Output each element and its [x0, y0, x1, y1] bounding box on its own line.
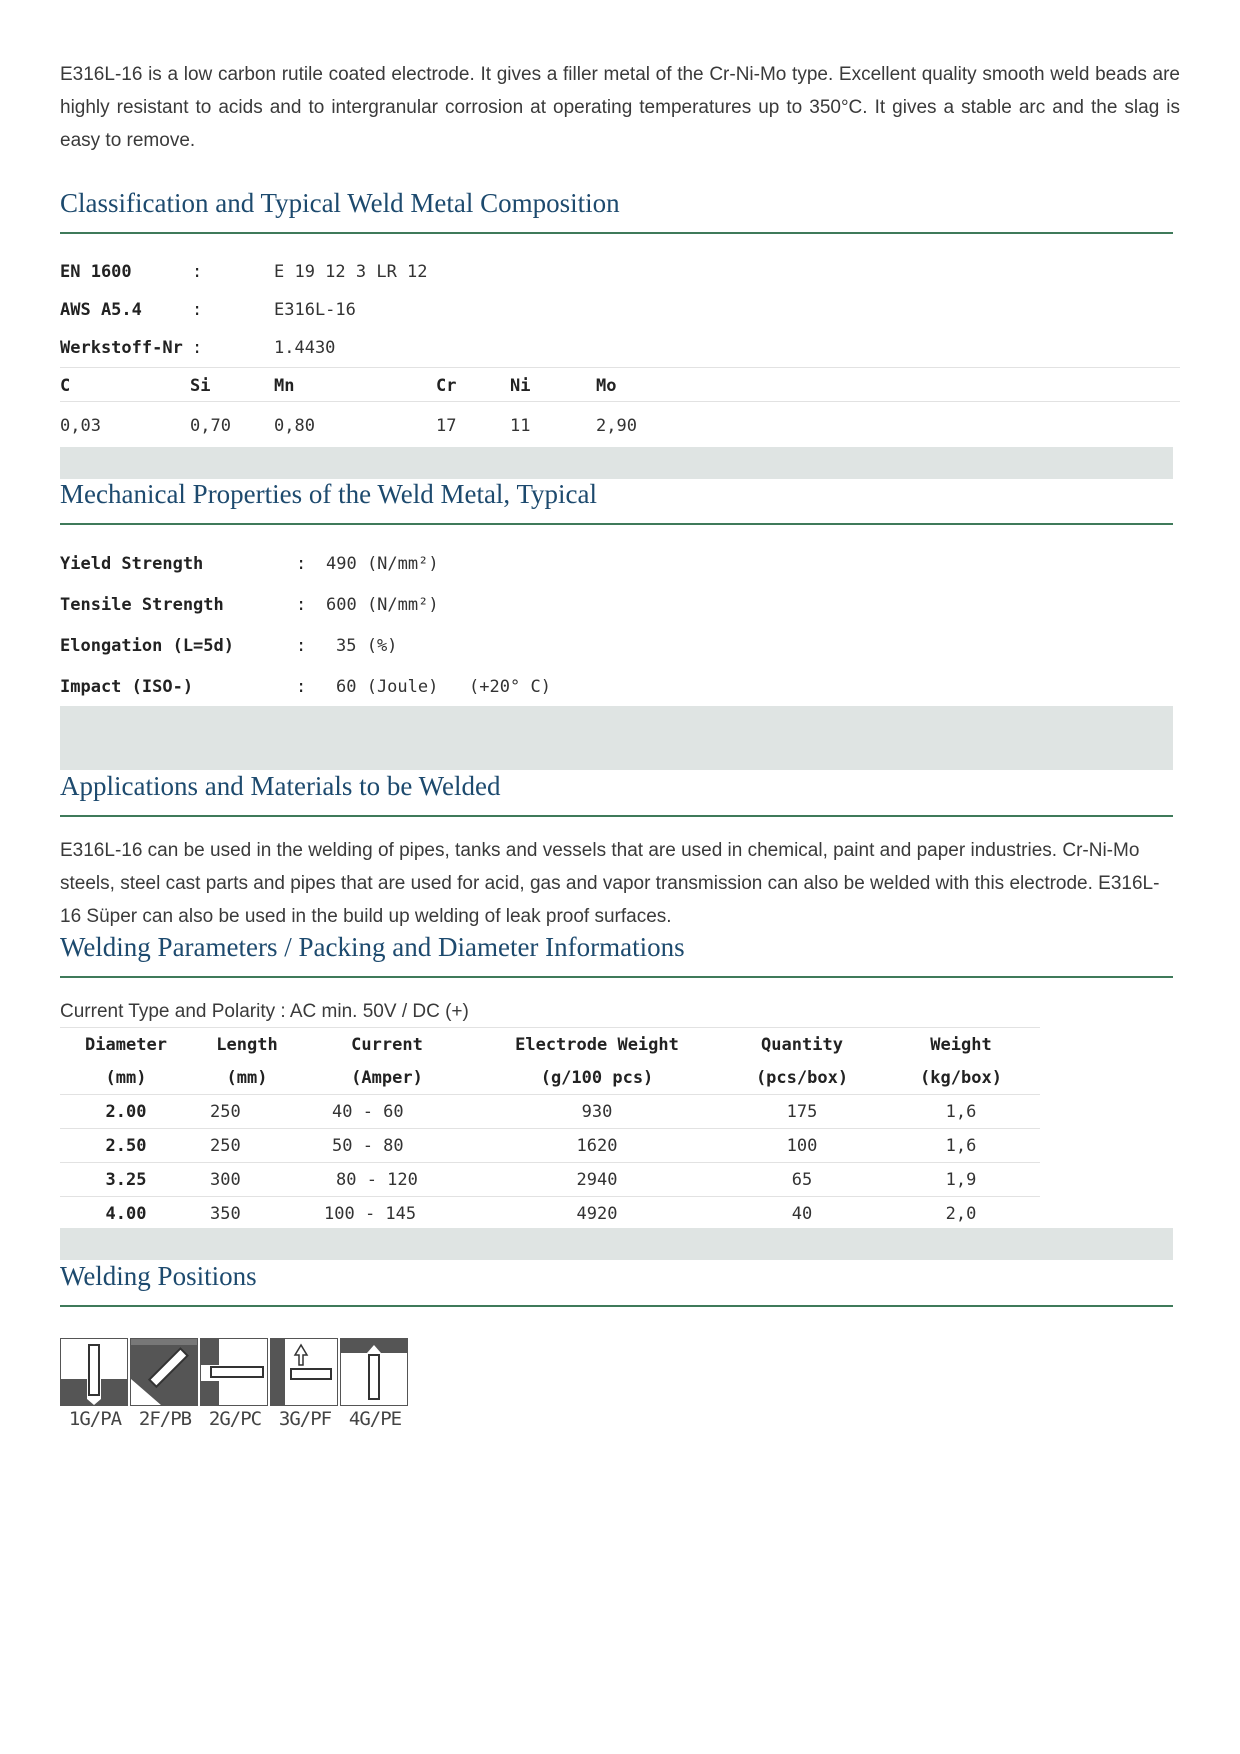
composition-header-ni: Ni	[510, 376, 531, 396]
cell-diameter: 3.25	[60, 1163, 192, 1197]
colon: :	[192, 262, 203, 282]
table-row	[60, 1163, 1040, 1197]
unit-length: (mm)	[192, 1061, 302, 1095]
cell-electrode-weight: 2940	[472, 1163, 722, 1197]
section-divider	[60, 232, 1173, 234]
table-units-row	[60, 1061, 1040, 1095]
unit-quantity: (pcs/box)	[722, 1061, 882, 1095]
positions-title: Welding Positions	[60, 1261, 257, 1291]
composition-value-mn: 0,80	[274, 416, 315, 436]
composition-header-c: C	[60, 376, 71, 396]
classification-value: 1.4430	[274, 338, 336, 358]
mechanical-key: Tensile Strength	[60, 595, 224, 615]
cell-diameter: 4.00	[60, 1197, 192, 1231]
horizontal-position-icon	[200, 1338, 268, 1406]
cell-current: 80 - 120	[302, 1163, 472, 1197]
applications-paragraph: E316L-16 can be used in the welding of pipes, tanks and vessels that are used in chemical, paint and paper industries. Cr-Ni-Mo steels, steel cast parts and pipes that are used for acid, gas and vapor transmission can also be welded with this electrode. E316L-16 Süper can also be used in the build up welding of leak proof surfaces.	[60, 840, 1160, 927]
section-band	[60, 706, 1173, 770]
table-row	[60, 1197, 1040, 1231]
position-label: 3G/PF	[278, 1408, 332, 1430]
composition-header-mo: Mo	[596, 376, 617, 396]
vertical-up-position-icon	[270, 1338, 338, 1406]
position-label: 1G/PA	[68, 1408, 122, 1430]
mechanical-value: 60 (Joule) (+20° C)	[336, 677, 551, 697]
cell-quantity: 175	[722, 1095, 882, 1129]
classification-key: AWS A5.4	[60, 300, 142, 320]
table-row	[60, 1129, 1040, 1163]
header-weight: Weight	[930, 1034, 992, 1055]
mechanical-value: 35 (%)	[336, 636, 398, 656]
classification-value: E 19 12 3 LR 12	[274, 262, 428, 282]
row-divider	[60, 401, 1180, 402]
colon: :	[296, 636, 307, 656]
cell-weight: 2,0	[882, 1197, 1040, 1231]
composition-header-mn: Mn	[274, 376, 295, 396]
cell-quantity: 40	[722, 1197, 882, 1231]
header-electrode-weight: Electrode Weight	[515, 1034, 679, 1055]
mechanical-key: Impact (ISO-)	[60, 677, 194, 697]
classification-title: Classification and Typical Weld Metal Composition	[60, 188, 620, 218]
composition-header-cr: Cr	[436, 376, 457, 396]
section-divider	[60, 976, 1173, 978]
cell-electrode-weight: 930	[472, 1095, 722, 1129]
mechanical-value: 490 (N/mm²)	[326, 554, 439, 574]
section-band	[60, 447, 1173, 479]
horizontal-fillet-position-icon	[130, 1338, 198, 1406]
intro-paragraph: E316L-16 is a low carbon rutile coated electrode. It gives a filler metal of the Cr-Ni-Mo type. Excellent quality smooth weld beads are highly resistant to acids and to intergranular corrosion at operating temperatures up to 350°C. It gives a stable arc and the slag is easy to remove.	[60, 64, 1180, 151]
cell-current: 40 - 60	[302, 1095, 472, 1129]
current-type-line: Current Type and Polarity : AC min. 50V / DC (+)	[60, 1001, 469, 1022]
position-label: 4G/PE	[348, 1408, 402, 1430]
position-label: 2F/PB	[138, 1408, 192, 1430]
colon: :	[296, 677, 307, 697]
cell-length: 250	[192, 1129, 302, 1163]
colon: :	[192, 300, 203, 320]
section-divider	[60, 1305, 1173, 1307]
composition-value-si: 0,70	[190, 416, 231, 436]
mechanical-value: 600 (N/mm²)	[326, 595, 439, 615]
header-quantity: Quantity	[761, 1034, 843, 1055]
position-label: 2G/PC	[208, 1408, 262, 1430]
mechanical-key: Yield Strength	[60, 554, 204, 574]
composition-value-c: 0,03	[60, 416, 101, 436]
composition-value-mo: 2,90	[596, 416, 637, 436]
composition-header-si: Si	[190, 376, 211, 396]
cell-electrode-weight: 1620	[472, 1129, 722, 1163]
overhead-position-icon	[340, 1338, 408, 1406]
cell-diameter: 2.00	[60, 1095, 192, 1129]
classification-value: E316L-16	[274, 300, 356, 320]
classification-key: Werkstoff-Nr	[60, 338, 183, 358]
cell-length: 300	[192, 1163, 302, 1197]
table-row	[60, 1095, 1040, 1129]
colon: :	[296, 595, 307, 615]
section-band	[60, 1228, 1173, 1260]
parameters-table	[60, 1028, 1040, 1231]
unit-weight: (kg/box)	[882, 1061, 1040, 1095]
unit-diameter: (mm)	[60, 1061, 192, 1095]
flat-position-icon	[60, 1338, 128, 1406]
cell-length: 250	[192, 1095, 302, 1129]
unit-current: (Amper)	[302, 1061, 472, 1095]
header-current: Current	[351, 1034, 423, 1055]
row-divider	[60, 367, 1180, 368]
parameters-title: Welding Parameters / Packing and Diameter Informations	[60, 932, 685, 962]
composition-value-cr: 17	[436, 416, 457, 436]
cell-length: 350	[192, 1197, 302, 1231]
cell-weight: 1,6	[882, 1129, 1040, 1163]
mechanical-title: Mechanical Properties of the Weld Metal, Typical	[60, 479, 598, 509]
section-divider	[60, 815, 1173, 817]
cell-quantity: 100	[722, 1129, 882, 1163]
cell-current: 50 - 80	[302, 1129, 472, 1163]
cell-diameter: 2.50	[60, 1129, 192, 1163]
table-header-row	[60, 1028, 1040, 1061]
cell-weight: 1,9	[882, 1163, 1040, 1197]
applications-title: Applications and Materials to be Welded	[60, 771, 501, 801]
section-divider	[60, 523, 1173, 525]
header-length: Length	[216, 1034, 278, 1055]
unit-electrode-weight: (g/100 pcs)	[472, 1061, 722, 1095]
composition-value-ni: 11	[510, 416, 531, 436]
classification-key: EN 1600	[60, 262, 132, 282]
mechanical-key: Elongation (L=5d)	[60, 636, 234, 656]
colon: :	[296, 554, 307, 574]
cell-current: 100 - 145	[302, 1197, 472, 1231]
colon: :	[192, 338, 203, 358]
header-diameter: Diameter	[85, 1034, 167, 1055]
cell-electrode-weight: 4920	[472, 1197, 722, 1231]
cell-quantity: 65	[722, 1163, 882, 1197]
cell-weight: 1,6	[882, 1095, 1040, 1129]
